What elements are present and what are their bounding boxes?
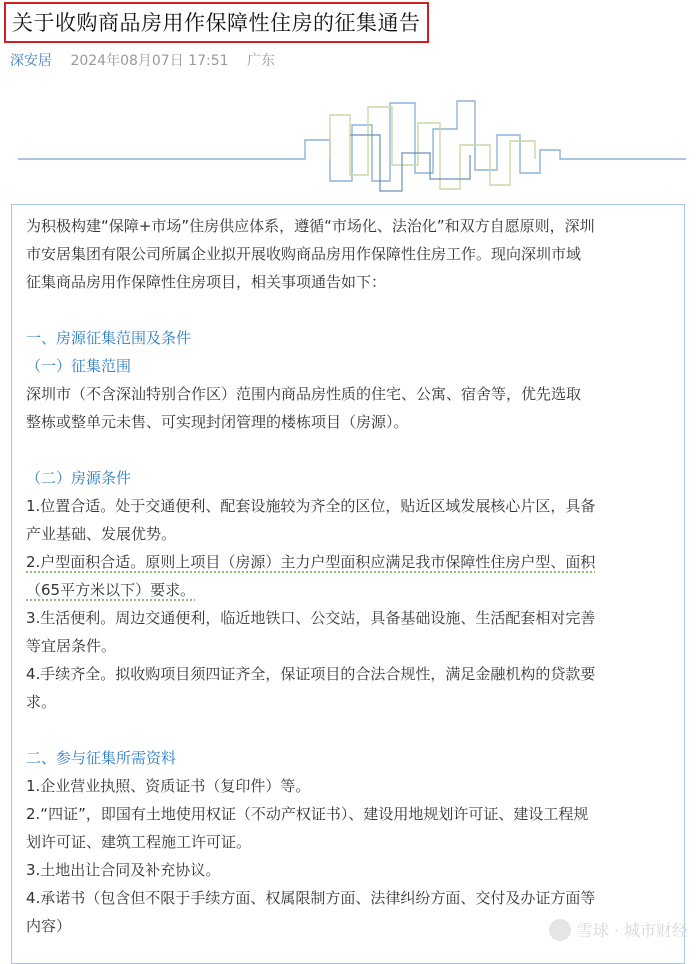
article-meta (10, 50, 275, 70)
title-box (4, 2, 429, 43)
material-line: 4.承诺书（包含但不限于手续方面、权属限制方面、法律纠纷方面、交付及办证方面等 (26, 889, 596, 907)
skyline-decoration (0, 95, 700, 195)
section1-sub2-heading: （二）房源条件 (26, 469, 132, 487)
condition-line: 求。 (26, 693, 57, 711)
scope-line: 深圳市（不含深汕特别合作区）范围内商品房性质的住宅、公寓、宿舍等，优先选取 (26, 385, 582, 403)
intro-line: 为积极构建“保障+市场”住房供应体系，遵循“市场化、法治化”和双方自愿原则，深圳 (26, 217, 595, 235)
watermark (549, 918, 688, 941)
condition-line: 3.生活便利。周边交通便利，临近地铁口、公交站，具备基础设施、生活配套相对完善 (26, 609, 596, 627)
watermark-text: 雪球 · 城市财经 (576, 921, 688, 940)
intro-line: 征集商品房用作保障性住房项目，相关事项通告如下： (26, 273, 387, 291)
material-line: 2.“四证”，即国有土地使用权证（不动产权证书）、建设用地规划许可证、建设工程规 (26, 805, 589, 823)
source-link[interactable]: 深安居 (10, 53, 52, 69)
section1-sub1-heading: （一）征集范围 (26, 357, 132, 375)
region: 广东 (246, 53, 275, 69)
condition-line: 产业基础、发展优势。 (26, 525, 177, 543)
section2-heading: 二、参与征集所需资料 (26, 749, 177, 767)
condition-line: 等宜居条件。 (26, 637, 117, 655)
intro-line: 市安居集团有限公司所属企业拟开展收购商品房用作保障性住房工作。现向深圳市域 (26, 245, 582, 263)
section1-heading: 一、房源征集范围及条件 (26, 329, 192, 347)
condition-line: （65平方米以下）要求。 (26, 581, 196, 599)
snowball-logo-icon (549, 919, 571, 941)
material-line: 划许可证、建筑工程施工许可证。 (26, 833, 252, 851)
material-line: 3.土地出让合同及补充协议。 (26, 861, 221, 879)
condition-line: 4.手续齐全。拟收购项目须四证齐全，保证项目的合法合规性，满足金融机构的贷款要 (26, 665, 596, 683)
condition-line: 1.位置合适。处于交通便利、配套设施较为齐全的区位，贴近区域发展核心片区，具备 (26, 497, 596, 515)
material-line: 内容） (26, 917, 72, 935)
condition-line: 2.户型面积合适。原则上项目（房源）主力户型面积应满足我市保障性住房户型、面积 (26, 553, 596, 571)
scope-line: 整栋或整单元未售、可实现封闭管理的楼栋项目（房源）。 (26, 413, 409, 431)
publish-time: 2024年08月07日 17:51 (70, 53, 229, 69)
material-line: 1.企业营业执照、资质证书（复印件）等。 (26, 777, 311, 795)
article-body (26, 212, 676, 940)
article-title: 关于收购商品房用作保障性住房的征集通告 (12, 11, 421, 35)
